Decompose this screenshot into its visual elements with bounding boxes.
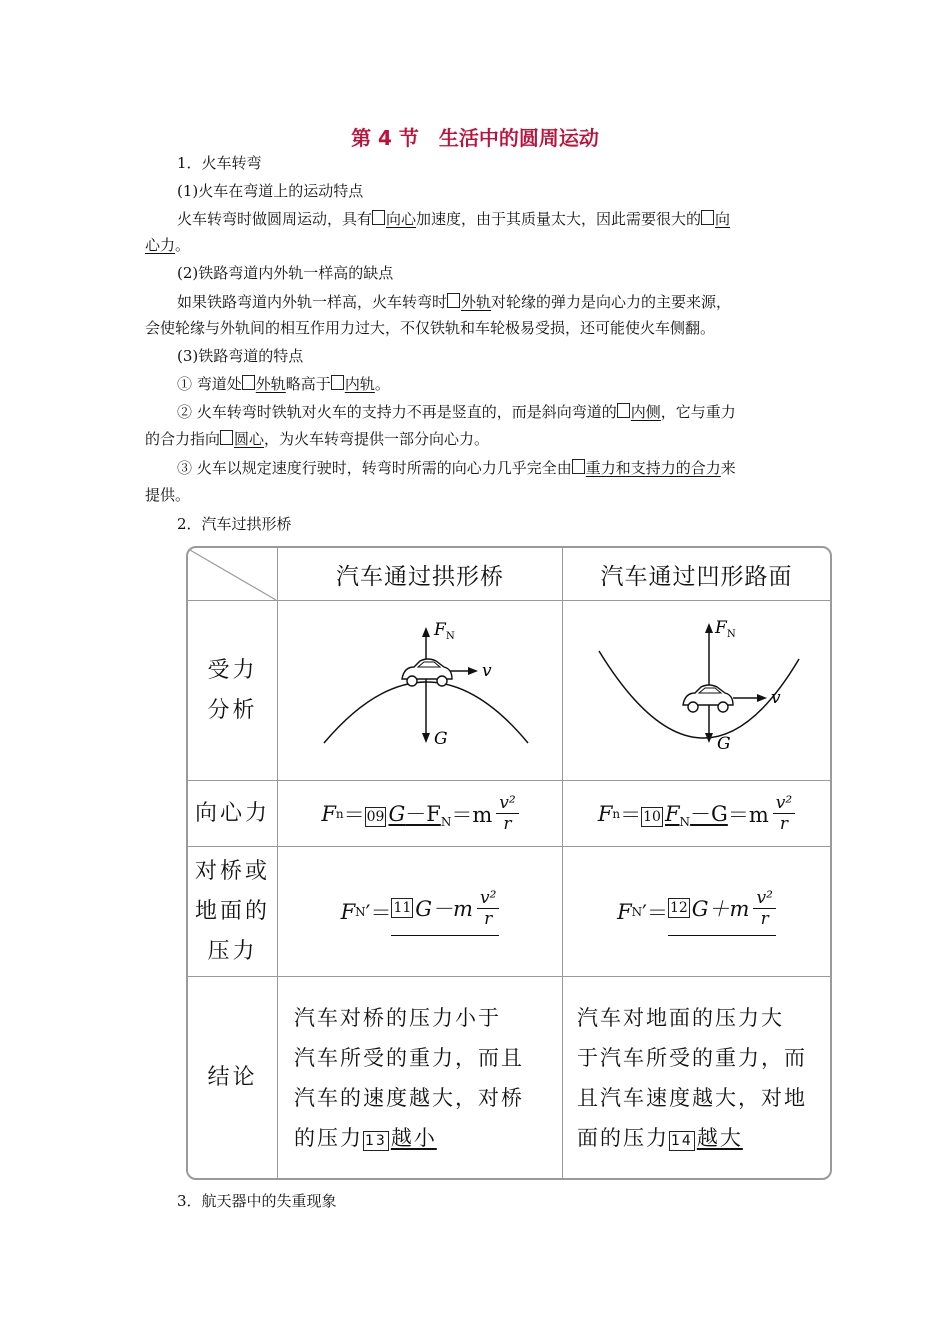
conclusion-arch: 汽车对桥的压力小于 汽车所受的重力，而且 汽车的速度越大，对桥 的压力 13 越小 xyxy=(294,1005,524,1150)
arrow-head-icon xyxy=(757,694,767,702)
list-item: ① 弯道处 外轨略高于 内轨。 xyxy=(177,375,390,393)
answer-box-icon xyxy=(242,375,255,390)
answer-number-box: 14 xyxy=(671,1132,693,1149)
fig-label-FN: F xyxy=(434,620,446,640)
list-item-cont: 提供。 xyxy=(145,486,191,504)
answer-blank: 内侧 xyxy=(617,403,661,421)
answer-box-icon xyxy=(331,375,344,390)
formula-arch-centripetal: F n ＝ 09 $G-F_N$ ＝m $\frac{\text{v²}}{r}$ xyxy=(278,781,562,846)
arrow-head-icon xyxy=(422,627,430,637)
column-header-arch-bridge: 汽车通过拱形桥 xyxy=(336,563,504,590)
list-item-cont: 的合力指向 圆心，为火车转弯提供一部分向心力。 xyxy=(145,430,490,448)
answer-box-icon xyxy=(220,430,233,445)
comparison-table xyxy=(186,546,832,1180)
answer-box-icon xyxy=(447,293,460,308)
row-label-pressure: 对桥或 地面的 压力 xyxy=(194,858,270,964)
answer-blank: 外轨 xyxy=(242,375,286,393)
svg-text:N: N xyxy=(446,631,455,642)
arch-bridge-force-diagram xyxy=(278,601,562,780)
svg-text:N: N xyxy=(727,629,736,640)
car-icon xyxy=(683,685,733,712)
answer-number-box: 11 xyxy=(393,900,412,916)
answer-blank: 重力和支持力的合力 xyxy=(572,459,721,477)
answer-blank: 内轨 xyxy=(331,375,375,393)
paragraph-line: 心力。 xyxy=(145,236,191,254)
paragraph-line: 火车转弯时做圆周运动，具有 向心加速度，由于其质量太大，因此需要很大的 向 xyxy=(177,210,731,228)
answer-blank: 圆心 xyxy=(220,430,264,448)
answer-number-box: 10 xyxy=(643,809,661,825)
subsection-1-heading: (1)火车在弯道上的运动特点 xyxy=(177,182,364,200)
section-1-heading: 1．火车转弯 xyxy=(177,154,262,172)
section-3-heading: 3．航天器中的失重现象 xyxy=(177,1192,337,1210)
row-label-force-analysis: 受力 分析 xyxy=(207,657,258,723)
list-item: ② 火车转弯时铁轨对火车的支持力不再是竖直的，而是斜向弯道的 内侧，它与重力 xyxy=(177,403,736,421)
answer-blank: 向心 xyxy=(372,210,416,228)
answer-blank: 向 xyxy=(701,210,730,228)
formula-arch-pressure: F N ′＝ 11 G－m $\frac{\text{v²}}{r}$ xyxy=(278,847,562,976)
paragraph-line: 如果铁路弯道内外轨一样高，火车转弯时 外轨对轮缘的弹力是向心力的主要来源， xyxy=(177,293,732,311)
answer-blank: 外轨 xyxy=(447,293,491,311)
row-label-centripetal-force: 向心力 xyxy=(194,800,270,826)
answer-box-icon xyxy=(617,403,630,418)
subsection-2-heading: (2)铁路弯道内外轨一样高的缺点 xyxy=(177,264,394,282)
subsection-3-heading: (3)铁路弯道的特点 xyxy=(177,347,304,365)
fig-label-v: v xyxy=(771,688,781,708)
conclusion-concave: 汽车对地面的压力大 于汽车所受的重力，而 且汽车速度越大，对地 面的压力 14 越大 xyxy=(577,1005,807,1150)
fig-label-v: v xyxy=(482,661,492,681)
page-title: 第 4 节 生活中的圆周运动 xyxy=(351,126,599,150)
paragraph-line: 会使轮缘与外轨间的相互作用力过大，不仅铁轨和车轮极易受损，还可能使火车侧翻。 xyxy=(145,319,716,337)
list-item: ③ 火车以规定速度行驶时，转弯时所需的向心力几乎完全由 重力和支持力的合力来 xyxy=(177,459,736,477)
arrow-head-icon xyxy=(422,733,430,743)
header-diagonal xyxy=(188,548,278,601)
answer-number-box: 09 xyxy=(366,809,385,825)
arrow-head-icon xyxy=(468,667,478,675)
row-label-conclusion: 结论 xyxy=(207,1064,258,1090)
answer-number-box: 12 xyxy=(669,900,688,916)
fig-label-G: G xyxy=(717,734,731,754)
answer-box-icon xyxy=(372,210,385,225)
answer-box-icon xyxy=(572,459,585,474)
concave-road-force-diagram xyxy=(563,601,830,780)
fig-label-G: G xyxy=(434,729,448,749)
arrow-head-icon xyxy=(705,623,713,633)
fig-label-FN: F xyxy=(715,618,727,638)
column-header-concave-road: 汽车通过凹形路面 xyxy=(600,563,793,590)
answer-box-icon xyxy=(701,210,714,225)
answer-number-box: 13 xyxy=(365,1132,387,1149)
formula-concave-pressure: F N ′＝ 12 G＋m $\frac{\text{v²}}{r}$ xyxy=(563,847,830,976)
section-2-heading: 2．汽车过拱形桥 xyxy=(177,515,292,533)
formula-concave-centripetal: F n ＝ 10 $F_N-G$ ＝m $\frac{\text{v²}}{r}$ xyxy=(563,781,830,846)
